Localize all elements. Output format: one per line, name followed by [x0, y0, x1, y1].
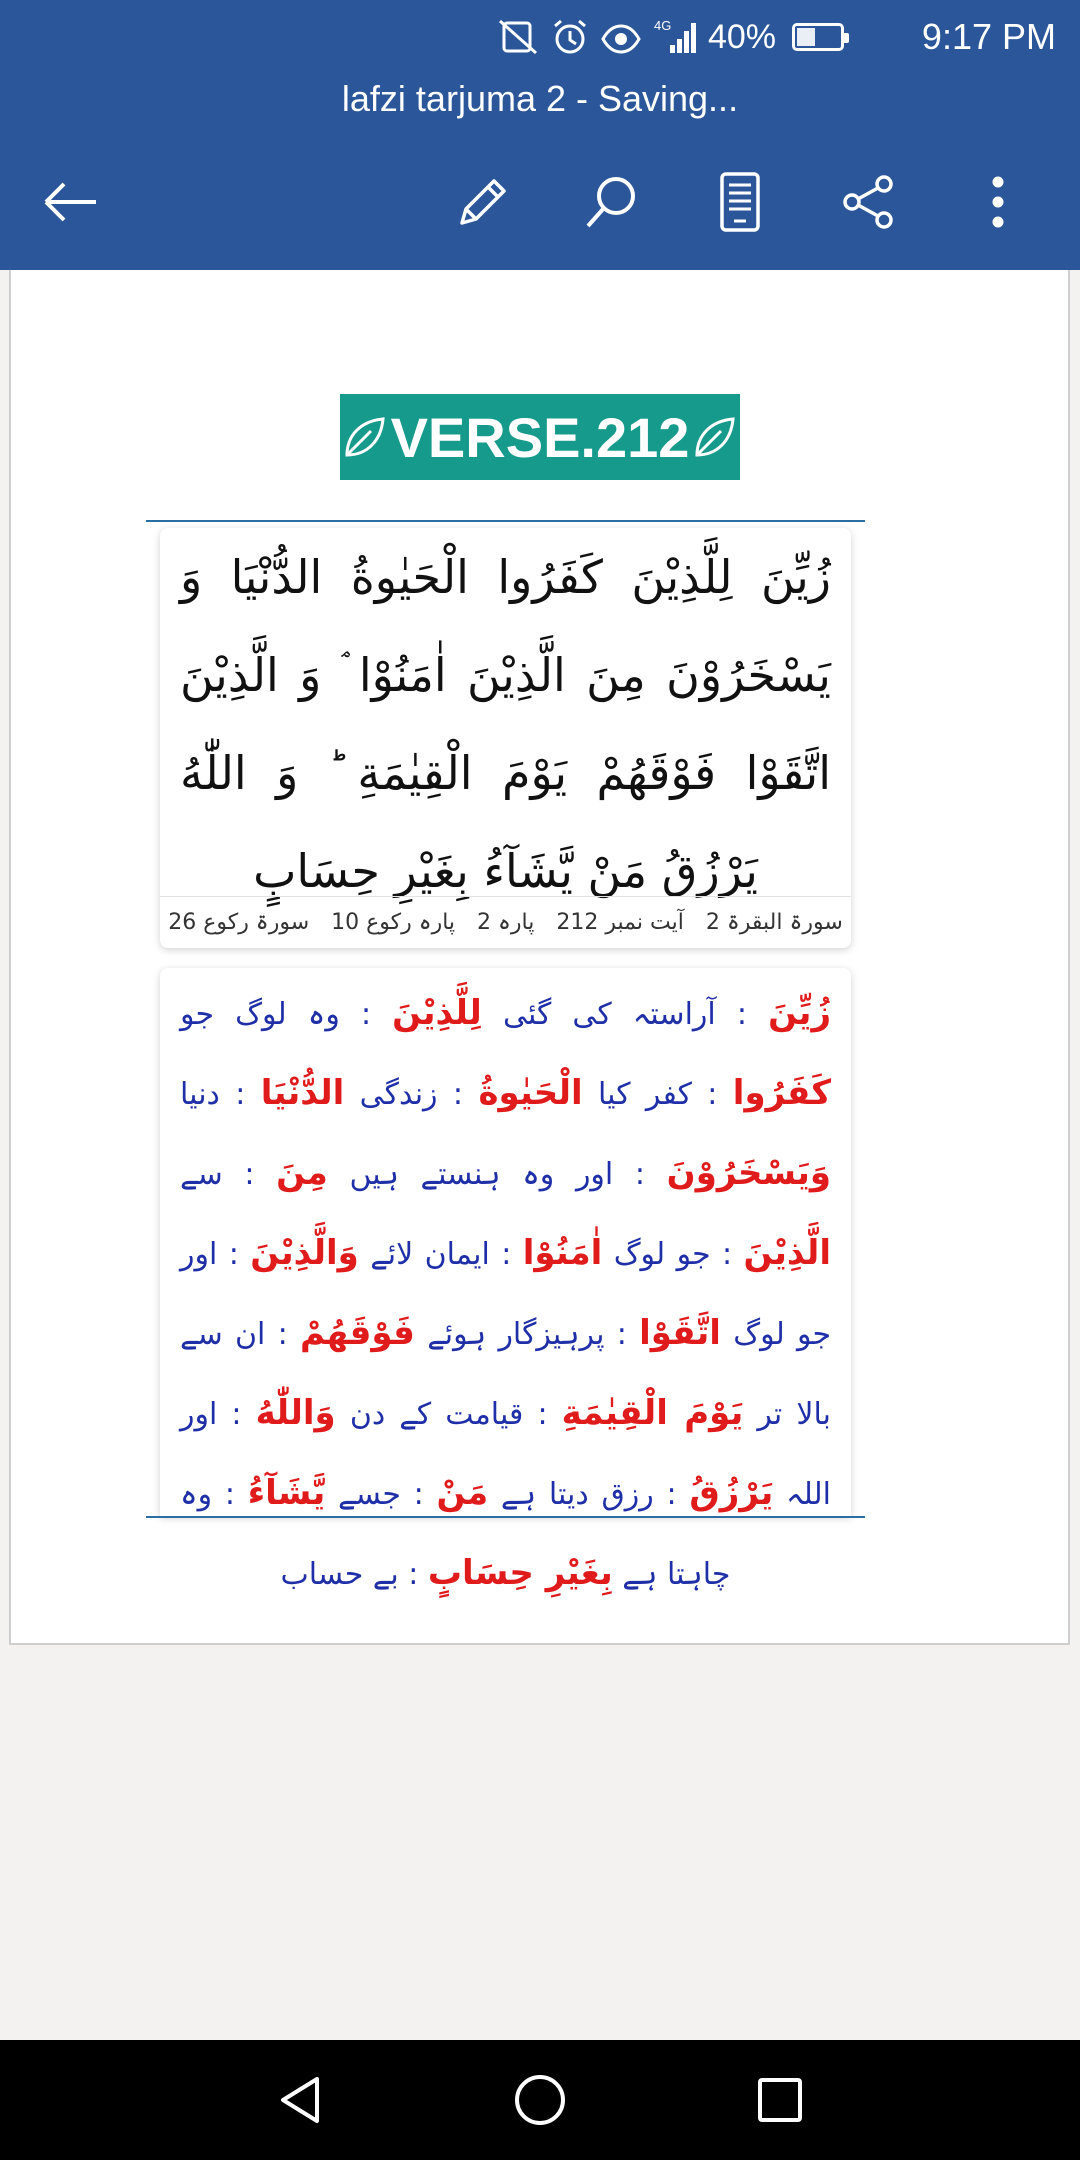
arabic-word: الَّذِيْنَ — [743, 1233, 831, 1273]
word-meaning-item — [349, 1393, 744, 1433]
verse-badge — [340, 394, 740, 480]
separator: : — [265, 1317, 300, 1352]
arabic-word: الدُّنْيَا — [260, 1073, 345, 1113]
separator: : — [222, 1157, 277, 1192]
arabic-word: يَوْمَ الْقِيٰمَةِ — [561, 1393, 744, 1433]
more-options-icon — [988, 172, 1008, 232]
separator: : — [400, 1477, 437, 1512]
urdu-meaning: جو لوگ — [613, 1237, 711, 1272]
back-button[interactable] — [38, 170, 102, 234]
urdu-meaning: سے — [180, 1157, 223, 1192]
nav-back-button[interactable] — [260, 2060, 340, 2140]
verse-number: VERSE.212 — [390, 405, 690, 469]
arabic-word: لِلَّذِيْنَ — [392, 993, 482, 1033]
alarm-icon — [550, 17, 590, 57]
arabic-word: بِغَيْرِ حِسَابٍ — [427, 1553, 613, 1593]
arabic-word: وَيَسْخَرُوْنَ — [666, 1153, 831, 1193]
arabic-word: مِنَ — [276, 1153, 328, 1193]
urdu-meaning: قیامت کے دن — [349, 1397, 524, 1432]
separator: : — [398, 1557, 428, 1592]
image-border-bottom — [146, 1516, 865, 1518]
word-meaning-item — [280, 1553, 613, 1593]
image-border-top — [146, 520, 865, 522]
urdu-meaning: اور وہ ہنستے ہیں — [349, 1157, 614, 1192]
word-meaning-item — [180, 1073, 345, 1113]
arabic-word: اٰمَنُوْا — [522, 1233, 603, 1273]
urdu-meaning: پرہیزگار ہوئے — [427, 1317, 605, 1352]
status-icons — [496, 14, 844, 60]
urdu-meaning: ایمان لائے — [370, 1237, 490, 1272]
navigation-bar — [0, 2040, 1080, 2160]
reference-surah: سورۃ البقرۃ 2 — [705, 910, 843, 935]
separator: : — [710, 1237, 744, 1272]
separator: : — [339, 997, 393, 1032]
word-meaning-item — [370, 1233, 603, 1273]
arabic-word: يَرْزُقُ — [689, 1473, 774, 1513]
word-meaning-item — [613, 1233, 831, 1273]
search-icon — [582, 172, 642, 232]
separator: : — [489, 1237, 523, 1272]
reading-view-icon — [714, 171, 766, 233]
separator: : — [217, 1397, 256, 1432]
urdu-meaning: زندگی — [359, 1077, 438, 1112]
separator: : — [613, 1157, 667, 1192]
share-icon — [838, 172, 898, 232]
urdu-meaning: بے حساب — [280, 1557, 399, 1592]
arabic-word: فَوْقَهُمْ — [299, 1313, 415, 1353]
urdu-meaning: اور اللہ — [180, 1397, 832, 1512]
word-meaning-item — [502, 993, 832, 1033]
urdu-meaning: دنیا — [180, 1077, 220, 1112]
urdu-meaning: جسے — [337, 1477, 401, 1512]
word-meaning-item — [359, 1073, 583, 1113]
verse-reference — [160, 896, 851, 948]
separator: : — [715, 997, 769, 1032]
arabic-word: الْحَيٰوةُ — [478, 1073, 583, 1113]
verse-image — [146, 520, 865, 1593]
word-meaning-item — [500, 1473, 774, 1513]
word-meaning-item — [598, 1073, 831, 1113]
edit-pencil-icon — [454, 173, 512, 231]
no-sim-icon — [496, 17, 540, 57]
search-button[interactable] — [580, 170, 644, 234]
separator: : — [212, 1477, 248, 1512]
signal-4g-icon — [652, 17, 698, 57]
network-type: 4G — [653, 18, 672, 33]
app-bar — [0, 0, 1080, 270]
arabic-word: وَالَّذِيْنَ — [250, 1233, 359, 1273]
arabic-word: يَّشَآءُ — [247, 1473, 326, 1513]
document-title: lafzi tarjuma 2 - Saving... — [341, 78, 739, 119]
word-meaning-item — [337, 1473, 489, 1513]
urdu-meaning: رزق دیتا ہے — [500, 1477, 654, 1512]
battery-fill — [797, 28, 815, 46]
separator: : — [691, 1077, 733, 1112]
nav-home-button[interactable] — [500, 2060, 580, 2140]
separator: : — [604, 1317, 640, 1352]
toolbar — [0, 160, 1080, 240]
separator: : — [219, 1077, 261, 1112]
home-circle-icon — [512, 2072, 568, 2128]
urdu-meaning: وہ لوگ جو — [180, 997, 340, 1032]
separator: : — [523, 1397, 562, 1432]
arabic-verse-text: زُيِّنَ لِلَّذِيْنَ كَفَرُوا الْحَيٰوةُ الدُّنْيَا وَ يَسْخَرُوْنَ مِنَ الَّذِيْنَ اٰمَنُوْا ۘ وَ الَّذِيْنَ اتَّقَوْا فَوْقَهُمْ يَوْمَ الْقِيٰمَةِ ؕ وَ اللّٰهُ يَرْزُقُ مَنْ يَّشَآءُ بِغَيْرِ حِسَابٍ — [180, 550, 831, 898]
back-arrow-icon — [40, 172, 100, 232]
eye-comfort-icon — [600, 17, 642, 57]
share-button[interactable] — [836, 170, 900, 234]
edit-button[interactable] — [451, 170, 515, 234]
word-meanings-card — [160, 968, 851, 1593]
recents-square-icon — [754, 2074, 806, 2126]
leaf-icon — [343, 415, 387, 459]
battery-percent: 40% — [707, 17, 776, 56]
word-meaning-item — [180, 1153, 328, 1193]
urdu-meaning: کفر کیا — [598, 1077, 692, 1112]
reference-para: پارہ 2 — [477, 910, 535, 935]
urdu-meaning: اور جو لوگ — [180, 1237, 832, 1352]
urdu-meaning: ان سے بالا تر — [180, 1317, 831, 1432]
reading-view-button[interactable] — [708, 170, 772, 234]
reference-ayat: آیت نمبر 212 — [556, 910, 684, 935]
separator: : — [437, 1077, 479, 1112]
leaf-icon — [693, 415, 737, 459]
arabic-word: زُيِّنَ — [768, 993, 832, 1033]
arabic-word: وَاللّٰهُ — [255, 1393, 336, 1433]
word-meaning-item — [180, 993, 482, 1033]
separator: : — [653, 1477, 690, 1512]
arabic-word: كَفَرُوا — [732, 1073, 831, 1113]
urdu-meaning: آراستہ کی گئی — [502, 997, 716, 1032]
nav-recents-button[interactable] — [740, 2060, 820, 2140]
arabic-verse-card — [160, 528, 851, 948]
arabic-word: مَنْ — [436, 1473, 489, 1513]
word-meaning-item — [349, 1153, 831, 1193]
separator: : — [217, 1237, 251, 1272]
battery-icon — [792, 23, 844, 51]
clock: 9:17 PM — [921, 16, 1056, 57]
back-triangle-icon — [273, 2073, 327, 2127]
word-meaning-item — [427, 1313, 721, 1353]
more-options-button[interactable] — [966, 170, 1030, 234]
reference-surah-ruku: سورۃ رکوع 26 — [168, 910, 310, 935]
reference-para-ruku: پارہ رکوع 10 — [331, 910, 456, 935]
urdu-meaning: وہ چاہتا ہے — [180, 1477, 731, 1592]
arabic-word: اتَّقَوْا — [639, 1313, 721, 1353]
status-bar — [0, 0, 1080, 74]
